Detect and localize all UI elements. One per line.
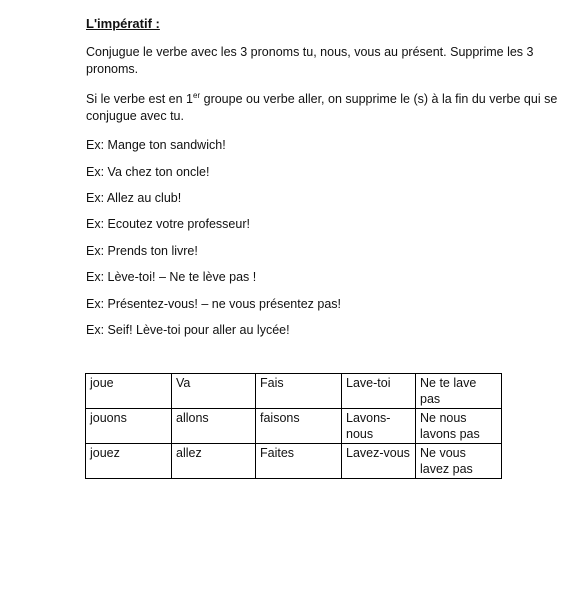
table-cell: jouez [86, 444, 172, 479]
table-cell: Fais [256, 374, 342, 409]
table-cell: Lavez-vous [342, 444, 416, 479]
example-line: Ex: Ecoutez votre professeur! [86, 217, 250, 231]
table-cell: Faites [256, 444, 342, 479]
table-cell: Va [172, 374, 256, 409]
table-cell: Ne vous lavez pas [416, 444, 502, 479]
table-row [86, 374, 502, 409]
example-line: Ex: Allez au club! [86, 191, 182, 205]
instruction-paragraph-1: Conjugue le verbe avec les 3 pronoms tu, nous, vous au présent. Supprime les 3 pronoms. [86, 45, 534, 76]
table-cell: jouons [86, 409, 172, 444]
table-cell: Ne nous lavons pas [416, 409, 502, 444]
table-cell: Lavons-nous [342, 409, 416, 444]
example-line: Ex: Prends ton livre! [86, 244, 198, 258]
table-cell: allons [172, 409, 256, 444]
example-line: Ex: Va chez ton oncle! [86, 165, 210, 179]
table-cell: Ne te lave pas [416, 374, 502, 409]
example-line: Ex: Seif! Lève-toi pour aller au lycée! [86, 323, 290, 337]
p2-text-start: Si le verbe est en 1 [86, 92, 194, 106]
instruction-paragraph-2 [86, 91, 574, 125]
table-row [86, 444, 502, 479]
example-line: Ex: Lève-toi! – Ne te lève pas ! [86, 270, 257, 284]
table-cell: Lave-toi [342, 374, 416, 409]
table-row [86, 409, 502, 444]
table-cell: faisons [256, 409, 342, 444]
p2-text-end: groupe ou verbe aller, on supprime le (s) à la fin du verbe qui se conjugue avec tu. [86, 92, 558, 123]
table-cell: allez [172, 444, 256, 479]
table-cell: joue [86, 374, 172, 409]
conjugation-table [85, 373, 502, 479]
example-line: Ex: Mange ton sandwich! [86, 138, 226, 152]
p2-superscript: er [193, 91, 201, 100]
section-heading: L'impératif : [86, 16, 160, 31]
example-line: Ex: Présentez-vous! – ne vous présentez pas! [86, 297, 341, 311]
